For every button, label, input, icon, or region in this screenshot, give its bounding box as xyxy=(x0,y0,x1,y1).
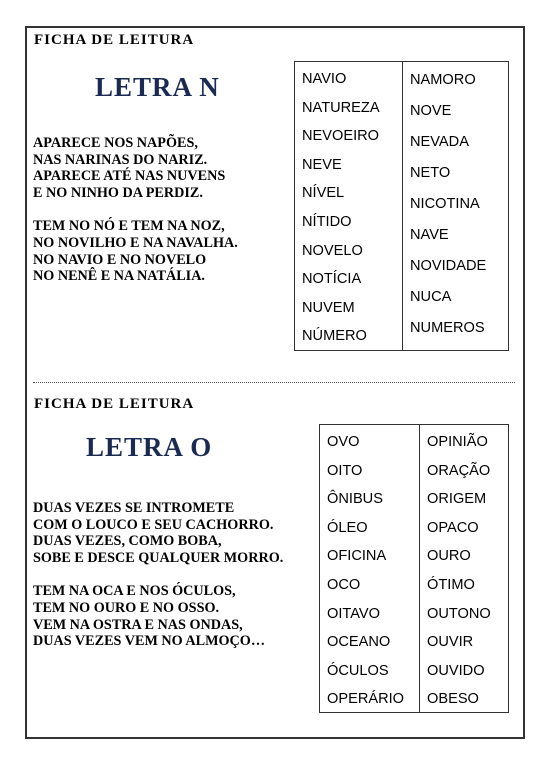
poem-line: TEM NA OCA E NOS ÓCULOS, xyxy=(33,583,236,600)
poem-line: DUAS VEZES VEM NO ALMOÇO… xyxy=(33,633,266,650)
word: ÓLEO xyxy=(327,519,368,536)
word: NOVE xyxy=(410,103,452,119)
word: NUVEM xyxy=(302,299,355,316)
word: ÓCULOS xyxy=(327,662,389,679)
word: NÍVEL xyxy=(302,185,345,202)
word: NAVIO xyxy=(302,71,347,87)
poem-line: SOBE E DESCE QUALQUER MORRO. xyxy=(33,549,284,566)
word-column-right xyxy=(420,425,508,712)
word: NOVELO xyxy=(302,242,363,259)
word: OURO xyxy=(427,548,471,565)
word: NEVOEIRO xyxy=(302,128,380,145)
sheet-heading: FICHA DE LEITURA xyxy=(34,396,195,412)
stanza-gap xyxy=(33,566,283,583)
word: OCEANO xyxy=(327,634,391,651)
word: NÚMERO xyxy=(302,328,367,345)
word-table xyxy=(294,61,509,351)
word: NÍTIDO xyxy=(302,213,352,230)
word: NEVADA xyxy=(410,134,469,150)
word: NEVE xyxy=(302,156,342,173)
word: OPACO xyxy=(427,519,479,536)
word: NICOTINA xyxy=(410,196,480,212)
word: NETO xyxy=(410,165,451,181)
word: OVO xyxy=(327,434,360,450)
word: NATUREZA xyxy=(302,99,380,116)
poem-line: DUAS VEZES SE INTROMETE xyxy=(33,500,235,516)
poem-line: COM O LOUCO E SEU CACHORRO. xyxy=(33,516,274,533)
word-column-left xyxy=(295,62,403,350)
word: ÔNIBUS xyxy=(327,491,383,508)
word: OFICINA xyxy=(327,548,387,565)
word: OITAVO xyxy=(327,605,380,622)
word: NOTÍCIA xyxy=(302,271,362,288)
poem-line: TEM NO OURO E NO OSSO. xyxy=(33,599,220,616)
word: NOVIDADE xyxy=(410,258,487,274)
word-column-right xyxy=(403,62,508,350)
letter-title: LETRA N xyxy=(95,72,220,102)
poem-line: VEM NA OSTRA E NAS ONDAS, xyxy=(33,616,243,633)
word: ÓTIMO xyxy=(427,576,475,593)
poem xyxy=(33,500,283,650)
poem-line: DUAS VEZES, COMO BOBA, xyxy=(33,533,222,550)
word: OUVIR xyxy=(427,634,474,651)
poem-line: E NO NINHO DA PERDIZ. xyxy=(33,184,203,201)
word: ORIGEM xyxy=(427,491,487,508)
word: OITO xyxy=(327,462,363,479)
letter-title: LETRA O xyxy=(86,432,213,462)
word: OPERÁRIO xyxy=(327,691,405,708)
poem-line: NO NAVIO E NO NOVELO xyxy=(33,251,207,268)
poem-line: NO NENÊ E NA NATÁLIA. xyxy=(33,268,205,285)
word: NUMEROS xyxy=(410,320,485,336)
poem xyxy=(33,135,238,285)
word: OBESO xyxy=(427,691,479,708)
word: NAVE xyxy=(410,227,449,243)
word: OUTONO xyxy=(427,605,491,622)
word-column-left xyxy=(320,425,420,712)
word: OCO xyxy=(327,576,361,593)
word: OUVIDO xyxy=(427,662,485,679)
poem-line: NAS NARINAS DO NARIZ. xyxy=(33,151,208,168)
word-table xyxy=(319,424,509,713)
word: OPINIÃO xyxy=(427,434,488,450)
section-divider xyxy=(33,382,515,383)
poem-line: TEM NO NÓ E TEM NA NOZ, xyxy=(33,218,225,235)
word: NAMORO xyxy=(410,72,476,88)
poem-line: NO NOVILHO E NA NAVALHA. xyxy=(33,234,238,251)
poem-line: APARECE ATÉ NAS NUVENS xyxy=(33,168,226,185)
stanza-gap xyxy=(33,201,238,218)
word: ORAÇÃO xyxy=(427,462,491,479)
word: NUCA xyxy=(410,289,452,305)
poem-line: APARECE NOS NAPÕES, xyxy=(33,135,198,151)
sheet-heading: FICHA DE LEITURA xyxy=(34,32,195,48)
